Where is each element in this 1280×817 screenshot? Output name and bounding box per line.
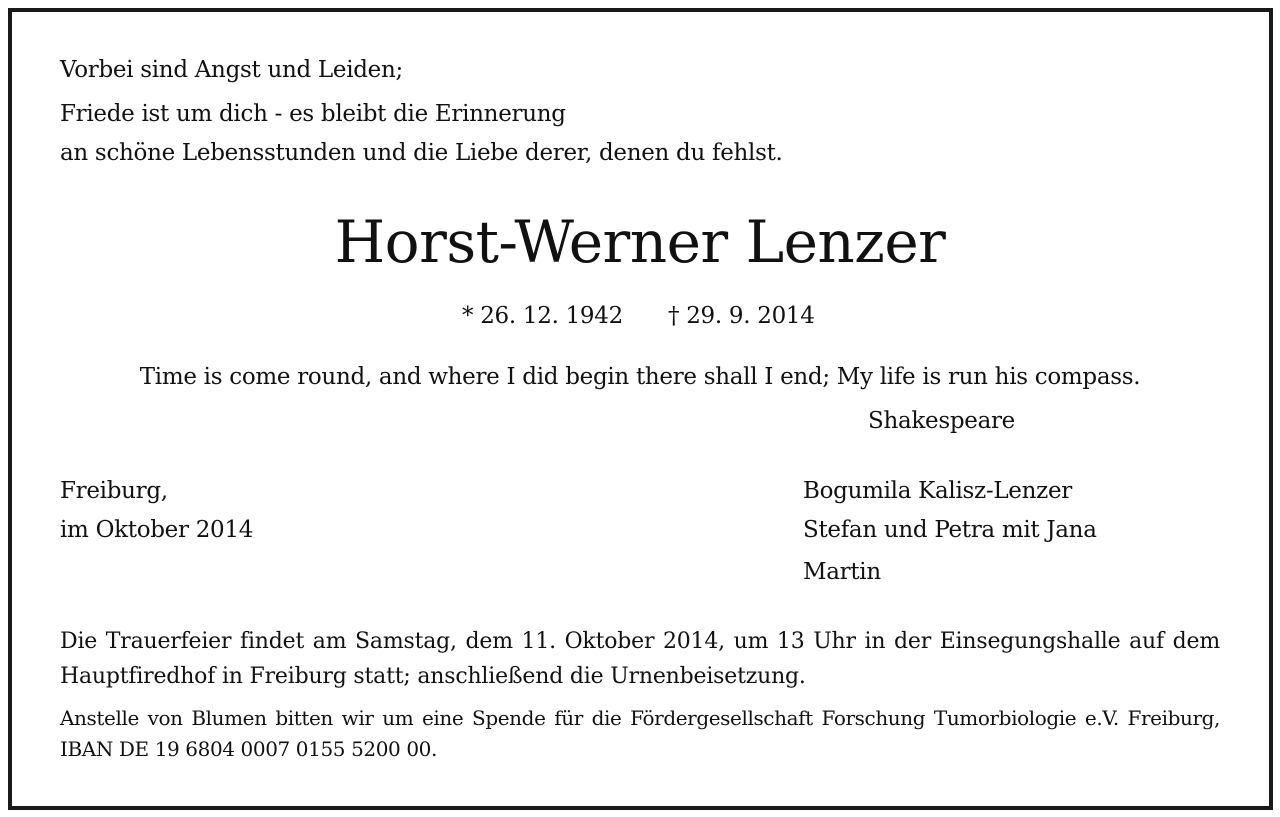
place: Freiburg, <box>60 478 168 504</box>
ceremony-info: Die Trauerfeier findet am Samstag, dem 11. Oktober 2014, um 13 Uhr in der Einsegungshalle auf dem Hauptfiredhof in Freiburg statt; anschließend die Urnenbeisetzung. <box>60 629 1220 689</box>
mourner-name: Martin <box>803 559 881 585</box>
death-date: † 29. 9. 2014 <box>668 303 815 329</box>
quote-text: Time is come round, and where I did begin there shall I end; My life is run his compass. <box>139 364 1141 390</box>
poem-line-2: Friede ist um dich - es bleibt die Erinnerung <box>60 101 566 127</box>
notice-date: im Oktober 2014 <box>60 517 254 543</box>
poem-line-1: Vorbei sind Angst und Leiden; <box>60 57 403 83</box>
mourner-name: Bogumila Kalisz-Lenzer <box>803 478 1072 504</box>
mourner-name: Stefan und Petra mit Jana <box>803 517 1097 543</box>
birth-date: * 26. 12. 1942 <box>462 303 623 329</box>
quote-author: Shakespeare <box>868 408 1015 434</box>
donation-info: Anstelle von Blumen bitten wir um eine Spende für die Fördergesellschaft Forschung Tumorbiologie e.V. Freiburg, IBAN DE 19 6804 0007 0155 5200 00. <box>60 706 1220 761</box>
deceased-name: Horst-Werner Lenzer <box>334 208 946 276</box>
poem-line-3: an schöne Lebensstunden und die Liebe derer, denen du fehlst. <box>60 140 783 166</box>
